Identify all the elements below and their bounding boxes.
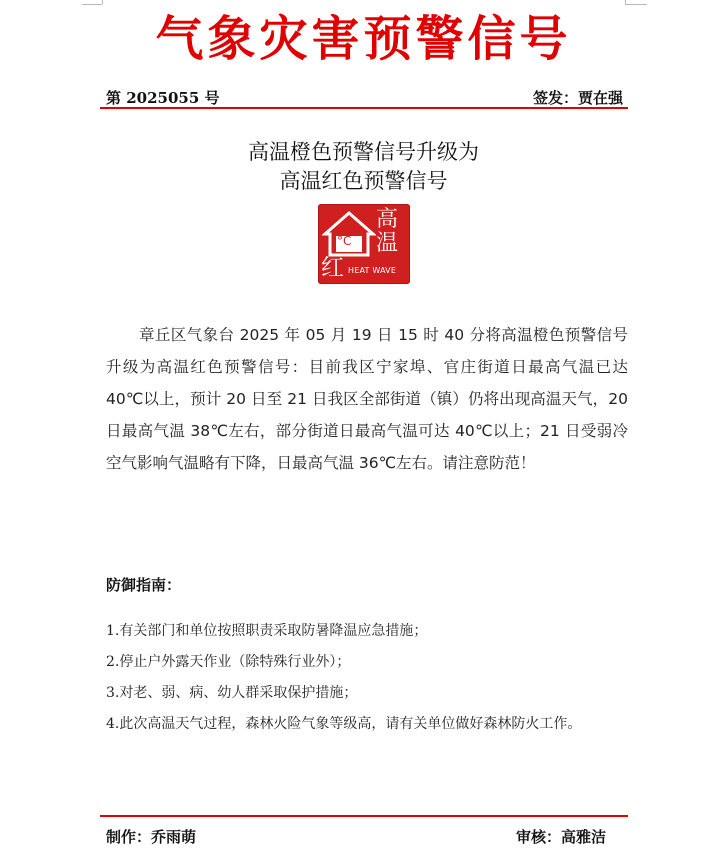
signal-char-wen: 温 bbox=[376, 231, 399, 256]
headline-line-2: 高温红色预警信号 bbox=[279, 169, 448, 193]
guide-list bbox=[106, 616, 628, 740]
issue-number: 第 2025055 号 bbox=[106, 89, 220, 107]
guide-item: 2.停止户外露天作业（除特殊行业外）； bbox=[106, 654, 351, 670]
header-divider bbox=[100, 107, 628, 109]
degree-label: °C bbox=[337, 234, 352, 248]
headline-line-1: 高温橙色预警信号升级为 bbox=[248, 140, 479, 164]
signer: 签发：贾在强 bbox=[532, 89, 623, 107]
footer-row bbox=[106, 826, 606, 848]
signal-char-gao: 高 bbox=[376, 207, 399, 232]
guide-item: 1.有关部门和单位按照职责采取防暑降温应急措施； bbox=[106, 623, 428, 639]
footer-divider bbox=[100, 815, 628, 817]
signal-char-hong: 红 bbox=[321, 255, 344, 281]
issue-row bbox=[106, 87, 623, 109]
document-title: 气象灾害预警信号 bbox=[155, 11, 572, 67]
reviewer: 审核：高雅洁 bbox=[515, 828, 606, 846]
guide-item: 4.此次高温天气过程，森林火险气象等级高，请有关单位做好森林防火工作。 bbox=[106, 716, 582, 732]
headline bbox=[0, 138, 727, 196]
guide-title: 防御指南： bbox=[106, 576, 182, 594]
guide-item: 3.对老、弱、病、幼人群采取保护措施； bbox=[106, 685, 358, 701]
heat-wave-label: HEAT WAVE bbox=[348, 266, 397, 275]
heat-wave-red-warning-icon bbox=[318, 204, 410, 284]
maker: 制作：乔雨萌 bbox=[106, 828, 197, 846]
warning-body-paragraph: 章丘区气象台 2025 年 05 月 19 日 15 时 40 分将高温橙色预警信号升级为高温红色预警信号：目前我区宁家埠、官庄街道日最高气温已达 40℃以上，预计 20 日至 21 日我区全部街道（镇）仍将出现高温天气，20 日最高气温 38℃左右，部分街道日最高气温可达 40℃以上；21 日受弱冷空气影响气温略有下降，日最高气温 36℃左右。请注意防范！ bbox=[106, 326, 628, 472]
